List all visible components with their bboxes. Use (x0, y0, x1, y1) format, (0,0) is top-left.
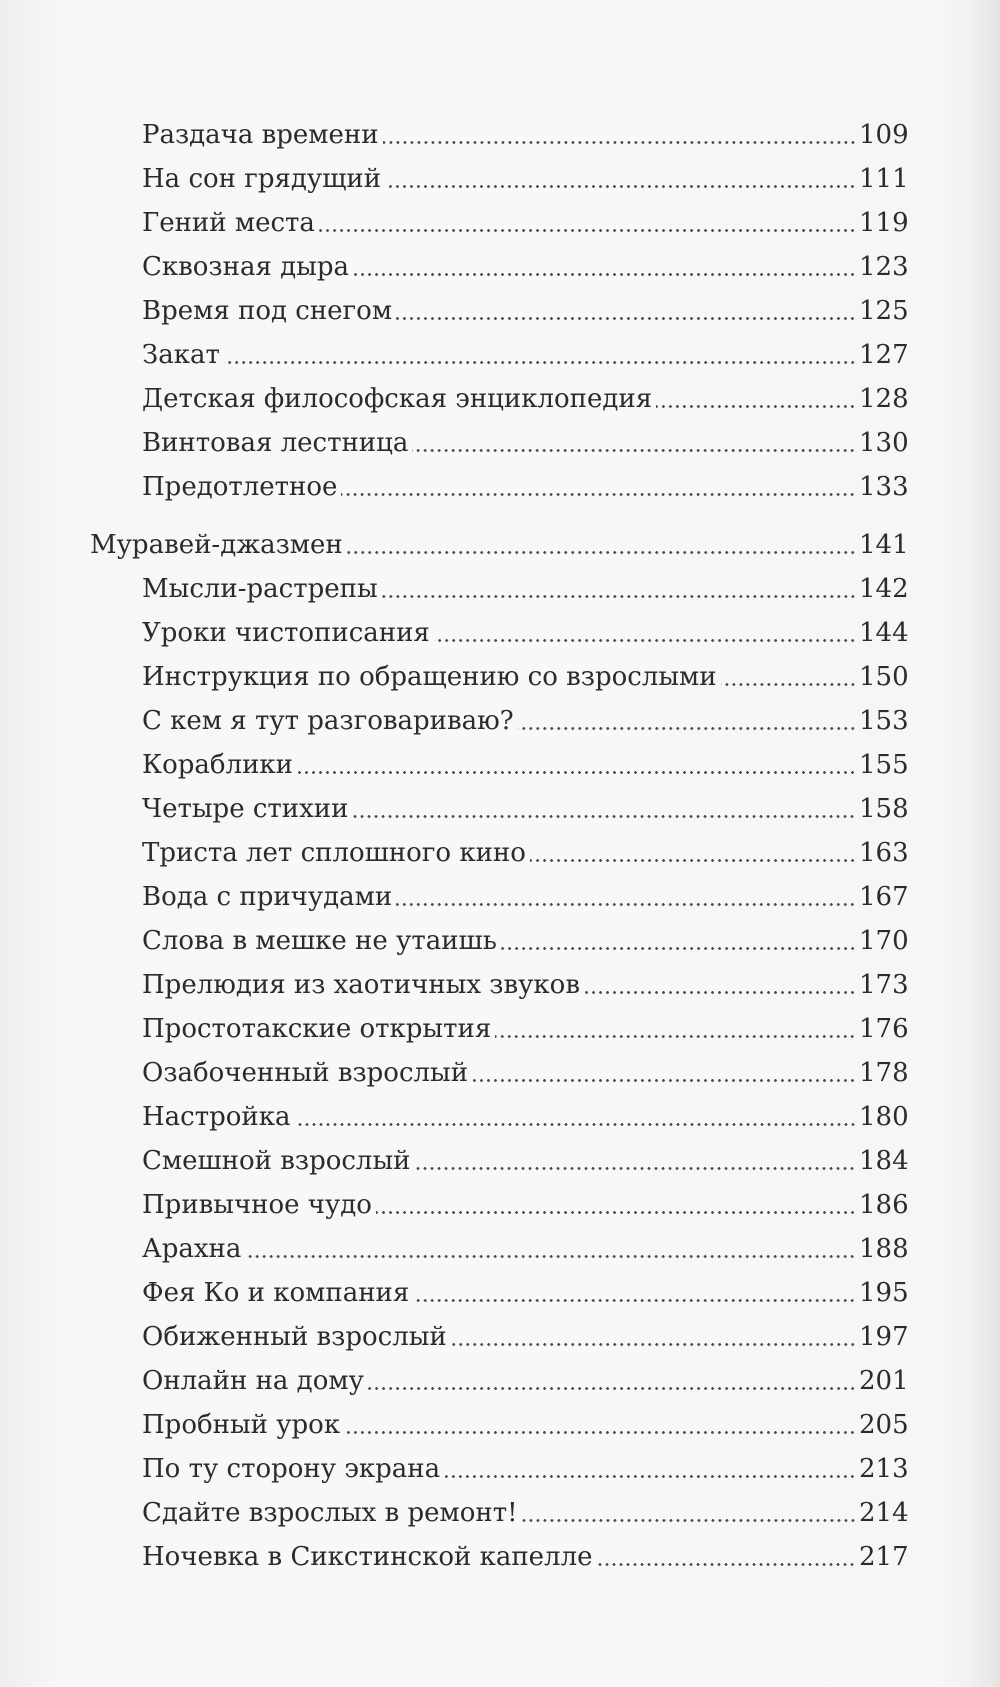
toc-entry-title: Детская философская энциклопедия (142, 384, 653, 414)
toc-entry-title: Озабоченный взрослый (142, 1058, 469, 1088)
toc-entry-title: Арахна (142, 1234, 242, 1264)
dot-leader (472, 1079, 856, 1082)
dot-leader (319, 229, 856, 232)
toc-entry-page: 195 (859, 1278, 909, 1308)
toc-entry-title: Фея Ко и компания (142, 1278, 410, 1308)
toc-entry (90, 1262, 909, 1308)
toc-entry (90, 1086, 909, 1132)
toc-entry-page: 176 (859, 1014, 909, 1044)
toc-entry-page: 144 (859, 618, 909, 648)
toc-entry-title: Обиженный взрослый (142, 1322, 447, 1352)
dot-leader (382, 595, 856, 598)
toc-entry-title: Раздача времени (142, 120, 379, 150)
toc-entry-title: Пробный урок (142, 1410, 341, 1440)
toc-entry (90, 910, 909, 956)
dot-leader (353, 273, 856, 276)
toc-entry-title: Простотакские открытия (142, 1014, 492, 1044)
dot-leader (584, 991, 856, 994)
toc-entry-page: 184 (859, 1146, 909, 1176)
toc-entry-page: 111 (859, 164, 909, 194)
toc-entry-title: Смешной взрослый (142, 1146, 411, 1176)
toc-entry-page: 142 (859, 574, 909, 604)
dot-leader (518, 727, 856, 730)
toc-entry-page: 128 (859, 384, 909, 414)
toc-entry-page: 133 (859, 472, 909, 502)
toc-entry-page: 109 (859, 120, 909, 150)
toc-entry-page: 163 (859, 838, 909, 868)
toc-entry (90, 1042, 909, 1088)
toc-entry-page: 153 (859, 706, 909, 736)
dot-leader (530, 859, 856, 862)
toc-entry-page: 188 (859, 1234, 909, 1264)
toc-entry-title: Сквозная дыра (142, 252, 349, 282)
toc-entry-title: Настройка (142, 1102, 291, 1132)
toc-entry-title: Инструкция по обращению со взрослыми (142, 662, 717, 692)
dot-leader (341, 493, 856, 496)
dot-leader (396, 903, 856, 906)
toc-entry (90, 412, 909, 458)
toc-entry (90, 104, 909, 150)
toc-entry-page: 150 (859, 662, 909, 692)
toc-entry-title: Винтовая лестница (142, 428, 409, 458)
toc-entry-title: Кораблики (142, 750, 293, 780)
dot-leader (412, 449, 856, 452)
toc-entry-page: 127 (859, 340, 909, 370)
toc-entry-page: 201 (859, 1366, 909, 1396)
dot-leader (352, 815, 856, 818)
toc-entry-page: 213 (859, 1454, 909, 1484)
dot-leader (297, 771, 856, 774)
table-of-contents (90, 104, 909, 1572)
dot-leader (413, 1299, 856, 1302)
toc-entry-title: Сдайте взрослых в ремонт! (142, 1498, 518, 1528)
toc-entry-title: Прелюдия из хаотичных звуков (142, 970, 580, 1000)
toc-entry (90, 1306, 909, 1352)
toc-entry-title: Время под снегом (142, 296, 393, 326)
toc-entry-page: 155 (859, 750, 909, 780)
toc-entry-title: С кем я тут разговариваю? (142, 706, 514, 736)
toc-section-page: 141 (859, 530, 909, 560)
toc-entry-title: Мысли-растрепы (142, 574, 378, 604)
dot-leader (383, 141, 856, 144)
toc-entry-page: 123 (859, 252, 909, 282)
toc-entry (90, 1526, 909, 1572)
dot-leader (295, 1123, 857, 1126)
toc-entry-page: 217 (859, 1542, 909, 1572)
toc-entry (90, 456, 909, 502)
dot-leader (522, 1519, 856, 1522)
toc-entry-title: Четыре стихии (142, 794, 349, 824)
toc-entry-page: 214 (859, 1498, 909, 1528)
toc-entry-title: По ту сторону экрана (142, 1454, 441, 1484)
toc-entry (90, 1218, 909, 1264)
dot-leader (347, 551, 856, 554)
dot-leader (376, 1211, 856, 1214)
toc-entry-page: 186 (859, 1190, 909, 1220)
dot-leader (245, 1255, 856, 1258)
toc-entry (90, 1394, 909, 1440)
toc-entry (90, 690, 909, 736)
dot-leader (224, 361, 856, 364)
toc-entry-page: 119 (859, 208, 909, 238)
toc-entry (90, 954, 909, 1000)
toc-entry (90, 1130, 909, 1176)
toc-entry-page: 130 (859, 428, 909, 458)
toc-entry-page: 173 (859, 970, 909, 1000)
toc-entry (90, 602, 909, 648)
toc-entry (90, 236, 909, 282)
toc-entry-title: Онлайн на дому (142, 1366, 364, 1396)
toc-entry (90, 280, 909, 326)
dot-leader (434, 639, 856, 642)
toc-entry (90, 778, 909, 824)
toc-entry-page: 205 (859, 1410, 909, 1440)
page-edge-shadow (966, 0, 1000, 1687)
toc-entry-page: 197 (859, 1322, 909, 1352)
toc-entry (90, 734, 909, 780)
toc-entry-page: 178 (859, 1058, 909, 1088)
toc-entry-title: Закат (142, 340, 220, 370)
dot-leader (596, 1563, 856, 1566)
dot-leader (385, 185, 856, 188)
dot-leader (414, 1167, 856, 1170)
toc-entry-title: Ночевка в Сикстинской капелле (142, 1542, 593, 1572)
toc-entry (90, 646, 909, 692)
toc-entry-title: На сон грядущий (142, 164, 382, 194)
toc-entry (90, 368, 909, 414)
toc-entry-page: 167 (859, 882, 909, 912)
toc-section-title: Муравей-джазмен (90, 530, 343, 560)
toc-entry-title: Вода с причудами (142, 882, 393, 912)
toc-entry-title: Гений места (142, 208, 315, 238)
dot-leader (451, 1343, 856, 1346)
dot-leader (501, 947, 856, 950)
toc-entry (90, 1350, 909, 1396)
toc-entry-title: Привычное чудо (142, 1190, 372, 1220)
toc-entry-page: 180 (859, 1102, 909, 1132)
toc-entry (90, 866, 909, 912)
toc-entry (90, 558, 909, 604)
toc-entry-page: 170 (859, 926, 909, 956)
dot-leader (656, 405, 856, 408)
toc-entry-title: Уроки чистописания (142, 618, 430, 648)
toc-entry-page: 125 (859, 296, 909, 326)
toc-entry (90, 148, 909, 194)
toc-entry (90, 192, 909, 238)
dot-leader (396, 317, 856, 320)
toc-entry (90, 1482, 909, 1528)
dot-leader (368, 1387, 856, 1390)
toc-entry (90, 822, 909, 868)
toc-entry-title: Триста лет сплошного кино (142, 838, 526, 868)
toc-entry (90, 324, 909, 370)
dot-leader (344, 1431, 856, 1434)
toc-entry (90, 1174, 909, 1220)
toc-entry (90, 1438, 909, 1484)
toc-entry-title: Слова в мешке не утаишь (142, 926, 497, 956)
toc-section-entry (90, 514, 909, 560)
toc-entry-title: Предотлетное (142, 472, 338, 502)
dot-leader (721, 683, 856, 686)
dot-leader (444, 1475, 856, 1478)
toc-entry-page: 158 (859, 794, 909, 824)
dot-leader (495, 1035, 856, 1038)
toc-entry (90, 998, 909, 1044)
